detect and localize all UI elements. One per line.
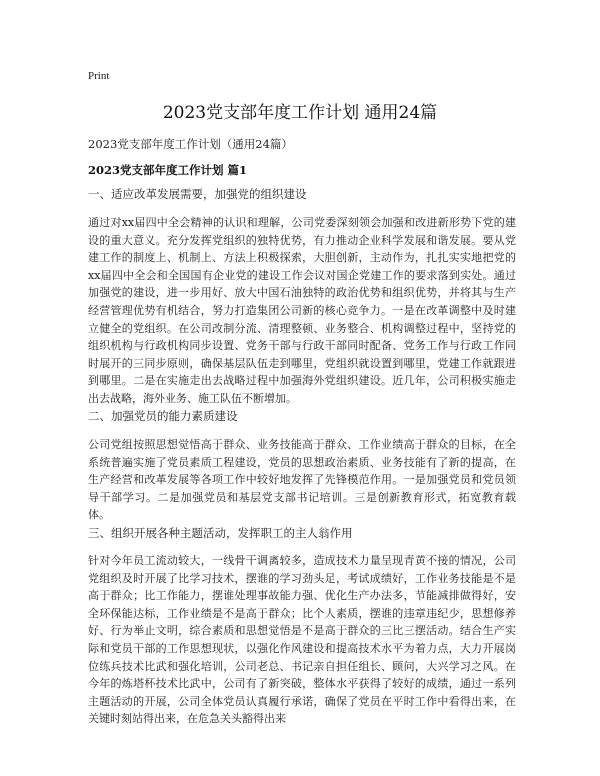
section-heading-2: 二、加强党员的能力素质建设 xyxy=(88,409,238,423)
print-link[interactable]: Print xyxy=(88,70,110,82)
chapter-heading: 2023党支部年度工作计划 篇1 xyxy=(88,163,248,177)
document-subtitle: 2023党支部年度工作计划（通用24篇） xyxy=(88,137,293,151)
section-body-3: 针对今年员工流动较大，一线骨干调离较多，造成技术力量呈现青黄不接的情况，公司党组织及时开展了比学习技术，摆谁的学习劲头足，考试成绩好，工作业务技能是不是高于群众；比工作能力，摆谁处理事故能力强、优化生产办法多，节能减排做得好，安全环保能达标，工作业绩是不是高于群众；比个人素质，摆谁的违章违纪少，思想修养好、行为举止文明，综合素质和思想觉悟是不是高于群众的三比三摆活动。结合生产实际和党员干部的工作思想现状，以强化作风建设和提高技术水平为着力点，大力开展岗位练兵技术比武和强化培训，公司老总、书记亲自担任组长、顾问，大兴学习之风。在今年的炼塔杯技术比武中，公司有了新突破，整体水平获得了较好的成绩，通过一系列主题活动的开展，公司全体党员认真履行承诺，确保了党员在平时工作中看得出来，在关键时刻站得出来，在危急关头豁得出来 xyxy=(88,554,516,726)
section-heading-3: 三、组织开展各种主题活动，发挥职工的主人翁作用 xyxy=(88,526,353,540)
page-title: 2023党支部年度工作计划 通用24篇 xyxy=(162,103,438,123)
section-body-2: 公司党组按照思想觉悟高于群众、业务技能高于群众、工作业绩高于群众的目标，在全系统普遍实施了党员素质工程建设，党员的思想政治素质、业务技能有了新的提高，在生产经营和改革发展等各项工作中较好地发挥了先锋模范作用。一是加强党员和党员领导干部学习。二是加强党员和基层党支部书记培训。三是创新教育形式，拓宽教育载体。 xyxy=(88,438,516,522)
section-heading-1: 一、适应改革发展需要，加强党的组织建设 xyxy=(88,187,307,201)
section-body-1: 通过对xx届四中全会精神的认识和理解，公司党委深刻领会加强和改进新形势下党的建设的重大意义。充分发挥党组织的独特优势，有力推动企业科学发展和谐发展。要从党建工作的制度上、机制上、方法上积极探索，大胆创新，主动作为，扎扎实实地把党的xx届四中全会和全国国有企业党的建设工作会议对国企党建工作的要求落到实处。通过加强党的建设，进一步用好、放大中国石油独特的政治优势和组织优势，并将其与生产经营管理优势有机结合，努力打造集团公司新的核心竞争力。一是在改革调整中及时建立健全的党组织。在公司改制分流、清理整顿、业务整合、机构调整过程中，坚持党的组织机构与行政机构同步设置、党务干部与行政干部同时配备、党务工作与行政工作同时展开的三同步原则，确保基层队伍走到哪里，党组织就设置到哪里，党建工作就跟进到哪里。二是在实施走出去战略过程中加强海外党组织建设。近几年，公司积极实施走出去战略，海外业务、施工队伍不断增加。 xyxy=(88,216,516,405)
